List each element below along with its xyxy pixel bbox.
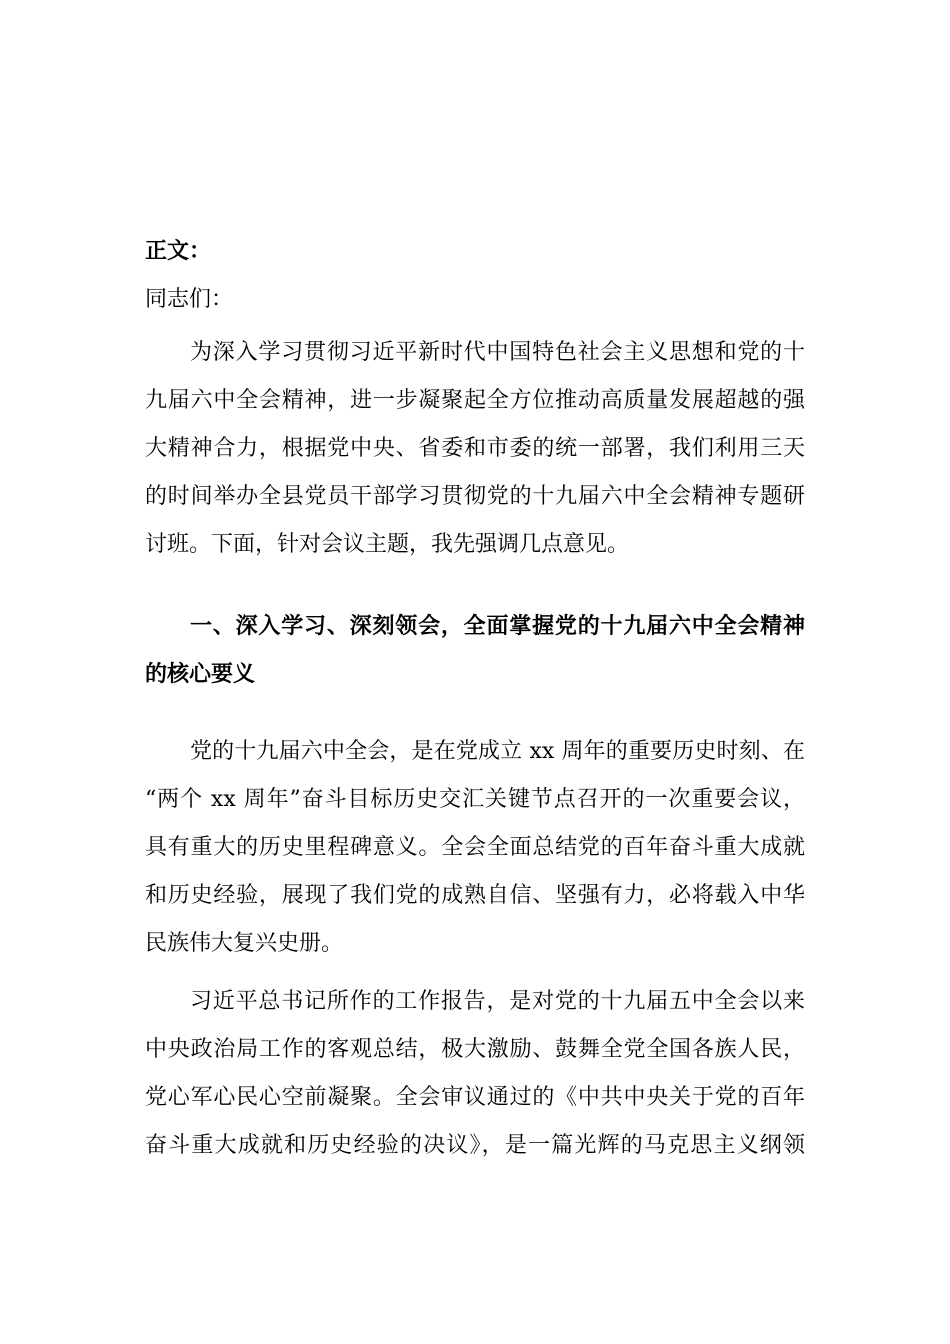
intro-line: 的时间举办全县党员干部学习贯彻党的十九届六中全会精神专题研 bbox=[145, 484, 805, 509]
salutation: 同志们： bbox=[145, 287, 234, 312]
paragraph-line: 奋斗重大成就和历史经验的决议》，是一篇光辉的马克思主义纲领 bbox=[145, 1133, 805, 1158]
heading-label: 正文： bbox=[145, 239, 212, 264]
paragraph-line: 民族伟大复兴史册。 bbox=[145, 931, 344, 956]
paragraph-line: 具有重大的历史里程碑意义。全会全面总结党的百年奋斗重大成就 bbox=[145, 835, 805, 860]
section-title-line: 一、深入学习、深刻领会，全面掌握党的十九届六中全会精神 bbox=[190, 614, 805, 639]
intro-line: 讨班。下面，针对会议主题，我先强调几点意见。 bbox=[145, 532, 630, 557]
intro-line: 大精神合力，根据党中央、省委和市委的统一部署，我们利用三天 bbox=[145, 436, 805, 461]
intro-line: 为深入学习贯彻习近平新时代中国特色社会主义思想和党的十 bbox=[190, 340, 805, 365]
section-title-line: 的核心要义 bbox=[145, 662, 256, 687]
paragraph-line: “两个 xx 周年”奋斗目标历史交汇关键节点召开的一次重要会议， bbox=[145, 787, 806, 812]
paragraph-line: 中央政治局工作的客观总结，极大激励、鼓舞全党全国各族人民， bbox=[145, 1037, 805, 1062]
paragraph-line: 习近平总书记所作的工作报告，是对党的十九届五中全会以来 bbox=[190, 989, 805, 1014]
paragraph-line: 党的十九届六中全会，是在党成立 xx 周年的重要历史时刻、在 bbox=[190, 739, 805, 764]
paragraph-line: 党心军心民心空前凝聚。全会审议通过的《中共中央关于党的百年 bbox=[145, 1085, 805, 1110]
paragraph-line: 和历史经验，展现了我们党的成熟自信、坚强有力，必将载入中华 bbox=[145, 883, 805, 908]
intro-line: 九届六中全会精神，进一步凝聚起全方位推动高质量发展超越的强 bbox=[145, 388, 805, 413]
